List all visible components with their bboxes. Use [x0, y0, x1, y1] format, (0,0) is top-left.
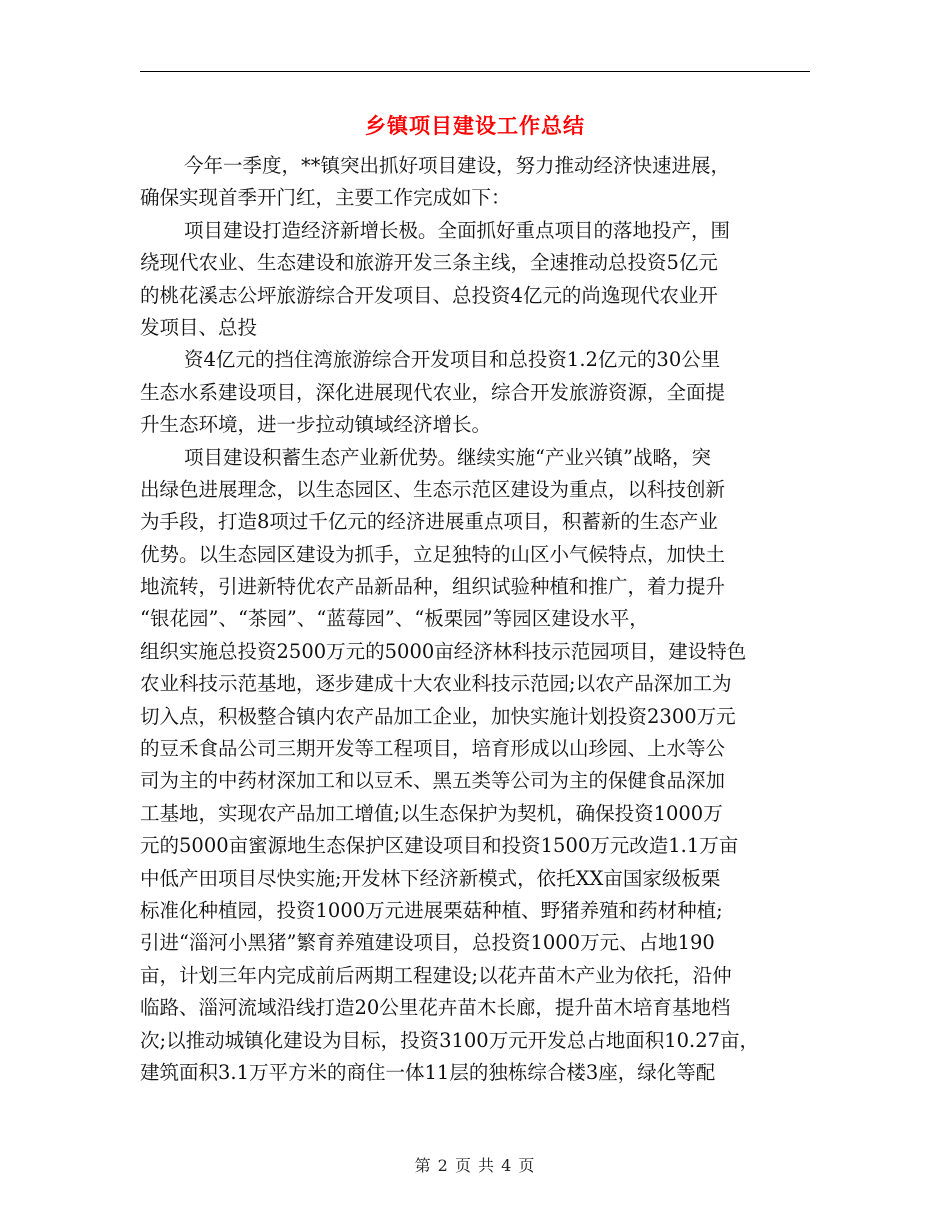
text-line: 元的5000亩蜜源地生态保护区建设项目和投资1500万元改造1.1万亩 [140, 834, 739, 858]
text-line: 生态水系建设项目，深化进展现代农业，综合开发旅游资源，全面提 [140, 380, 726, 404]
text-line: 司为主的中药材深加工和以豆禾、黑五类等公司为主的保健食品深加 [140, 769, 726, 793]
text-line: “银花园”、“茶园”、“蓝莓园”、“板栗园”等园区建设水平， [140, 607, 649, 631]
text-line: 发项目、总投 [140, 315, 258, 339]
text-line: 切入点，积极整合镇内农产品加工企业，加快实施计划投资2300万元 [140, 704, 736, 728]
text-line: 出绿色进展理念，以生态园区、生态示范区建设为重点，以科技创新 [140, 477, 726, 501]
text-line: 项目建设积蓄生态产业新优势。继续实施“产业兴镇”战略，突 [184, 445, 711, 469]
text-line: 地流转，引进新特优农产品新品种，组织试验种植和推广，着力提升 [140, 575, 726, 599]
text-line: 农业科技示范基地，逐步建成十大农业科技示范园;以农产品深加工为 [140, 672, 732, 696]
text-line: 中低产田项目尽快实施;开发林下经济新模式，依托XX亩国家级板栗 [140, 866, 721, 890]
text-line: 确保实现首季开门红，主要工作完成如下： [140, 186, 511, 210]
text-line: 项目建设打造经济新增长极。全面抓好重点项目的落地投产，围 [184, 218, 731, 242]
page-footer: 第 2 页 共 4 页 [414, 1156, 536, 1175]
text-line: 组织实施总投资2500万元的5000亩经济林科技示范园项目，建设特色 [140, 639, 747, 663]
text-line: 建筑面积3.1万平方米的商住一体11层的独栋综合楼3座，绿化等配 [140, 1060, 716, 1084]
text-line: 亩，计划三年内完成前后两期工程建设;以花卉苗木产业为依托，沿仲 [140, 963, 732, 987]
text-line: 为手段，打造8项过千亿元的经济进展重点项目，积蓄新的生态产业 [140, 510, 718, 534]
text-line: 标准化种植园，投资1000万元进展栗菇种植、野猪养殖和药材种植; [140, 898, 723, 922]
document-title: 乡镇项目建设工作总结 [365, 113, 585, 138]
text-line: 引进“淄河小黑猪”繁育养殖建设项目，总投资1000万元、占地190 [140, 931, 715, 955]
text-line: 资4亿元的挡住湾旅游综合开发项目和总投资1.2亿元的30公里 [184, 348, 721, 372]
text-line: 的桃花溪志公坪旅游综合开发项目、总投资4亿元的尚逸现代农业开 [140, 283, 718, 307]
text-line: 的豆禾食品公司三期开发等工程项目，培育形成以山珍园、上水等公 [140, 737, 726, 761]
header-rule [140, 71, 810, 72]
document-body [140, 150, 810, 1089]
text-line: 工基地，实现农产品加工增值;以生态保护为契机，确保投资1000万 [140, 801, 723, 825]
text-line: 升生态环境，进一步拉动镇域经济增长。 [140, 413, 492, 437]
text-line: 次;以推动城镇化建设为目标，投资3100万元开发总占地面积10.27亩， [140, 1028, 760, 1052]
text-line: 优势。以生态园区建设为抓手，立足独特的山区小气候特点，加快土 [140, 542, 726, 566]
text-line: 临路、淄河流域沿线打造20公里花卉苗木长廊，提升苗木培育基地档 [140, 996, 731, 1020]
text-line: 今年一季度，**镇突出抓好项目建设，努力推动经济快速进展， [184, 154, 731, 177]
text-line: 绕现代农业、生态建设和旅游开发三条主线，全速推动总投资5亿元 [140, 251, 718, 275]
